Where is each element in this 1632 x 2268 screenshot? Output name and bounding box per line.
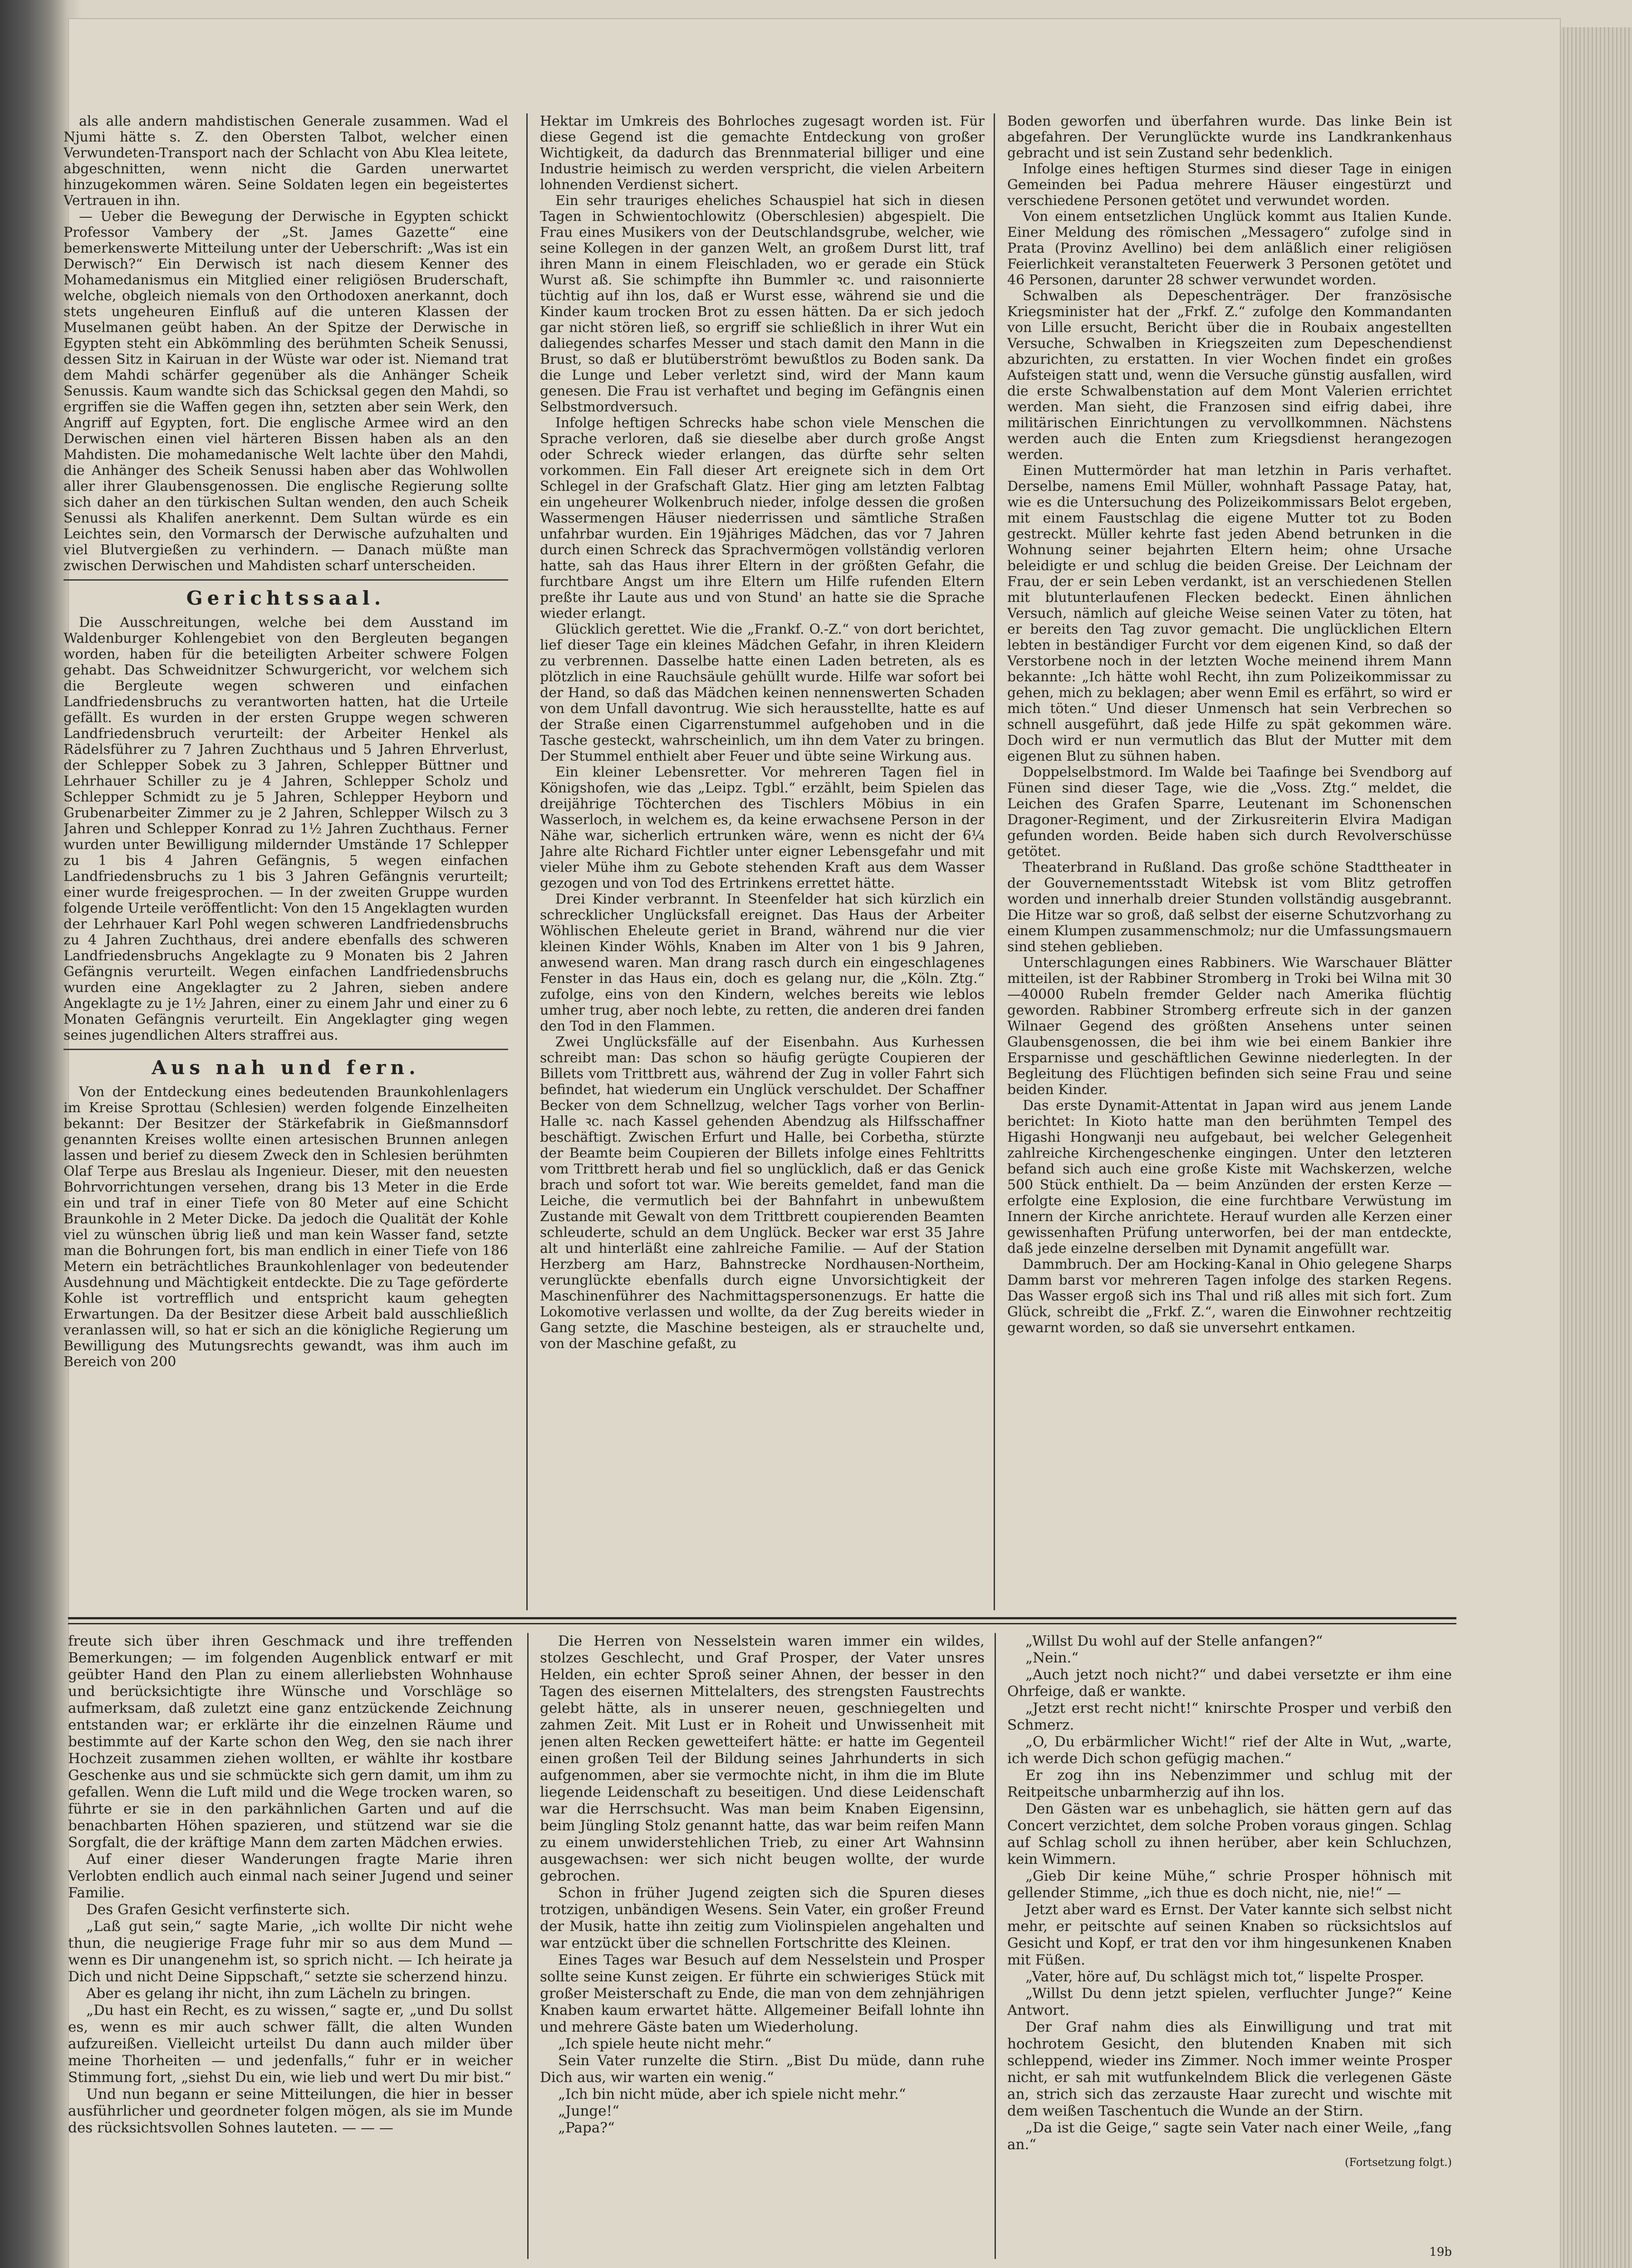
feuilleton-divider [68, 1617, 1456, 1624]
story-paragraph: „Laß gut sein,“ sagte Marie, „ich wollte Dir nicht wehe thun, die neugierige Frage fuhr mir so aus dem Mund — wenn es Dir unangenehm ist, so sprich nicht. — Ich heirate ja Dich und nicht Deine Sippschaft,“ setzte sie scherzend hinzu. [68, 1918, 513, 1985]
story-paragraph: „Vater, höre auf, Du schlägst mich tot,“ lispelte Prosper. [1025, 1969, 1424, 1985]
section-heading: Gerichtssaal. [186, 587, 386, 609]
news-paragraph: Von der Entdeckung eines bedeutenden Braunkohlenlagers im Kreise Sprottau (Schlesien) werden folgende Einzelheiten bekannt: Der Besitzer der Stärkefabrik in Gießmannsdorf genannten Kreises wollte einen artesischen Brunnen anlegen lassen und berief zu diesem Zweck den in Schlesien berühmten Olaf Terpe aus Breslau als Ingenieur. Dieser, mit den neuesten Bohrvorrichtungen versehen, drang bis 13 Meter in die Erde ein und traf in einer Tiefe von 80 Meter auf eine Schicht Braunkohle in 2 Meter Dicke. Da jedoch die Qualität der Kohle viel zu wünschen übrig ließ und man kein Wasser fand, setzte man die Bohrungen fort, bis man endlich in einer Tiefe von 186 Metern ein beträchtliches Braunkohlenlager von bedeutender Ausdehnung und Mächtigkeit entdeckte. Die zu Tage geförderte Kohle ist vortrefflich und entspricht kaum gehegten Erwartungen. Da der Besitzer diese Arbeit bald ausschließlich veranlassen will, so hat er sich an die königliche Regierung um Bewilligung des Mutungsrechts gewandt, was ihm auch im Bereich von 200 [64, 1084, 508, 1370]
news-paragraph: Infolge heftigen Schrecks habe schon viele Menschen die Sprache verloren, daß sie dieselbe aber durch große Angst oder Schreck wieder erlangen, das dürfte sehr selten vorkommen. Ein Fall dieser Art ereignete sich in dem Ort Schlegel in der Grafschaft Glatz. Hier ging am letzten Falbtag ein ungeheurer Wolkenbruch nieder, infolge dessen die großen Wassermengen Häuser niederrissen und sämtliche Straßen unfahrbar wurden. Ein 19jähriges Mädchen, das vor 7 Jahren durch einen Schreck das Sprachvermögen vollständig verloren hatte, sah das Haus ihrer Eltern in der größten Gefahr, die furchtbare Angst um ihre Eltern um Hilfe rufenden Eltern preßte ihr Laute aus und von Stund' an hatte sie die Sprache wieder erlangt. [540, 415, 985, 621]
news-paragraph: Ein kleiner Lebensretter. Vor mehreren Tagen fiel in Königshofen, wie das „Leipz. Tgbl.“ erzählt, beim Spielen das dreijährige Töchterchen des Tischlers Möbius in ein Wasserloch, in welchem es, da keine erwachsene Person in der Nähe war, sicherlich ertrunken wäre, wenn es nicht der 6¼ Jahre alte Richard Fichtler unter eigner Lebensgefahr und mit vieler Mühe ihm zu Gebote stehenden Kraft aus dem Wasser gezogen und von Tod des Ertrinkens errettet hätte. [540, 764, 985, 891]
news-paragraph: Die Ausschreitungen, welche bei dem Ausstand im Waldenburger Kohlengebiet von den Bergleuten begangen worden, haben für die beteiligten Arbeiter schwere Folgen gehabt. Das Schweidnitzer Schwurgericht, vor welchem sich die Bergleute wegen schweren und einfachen Landfriedensbruchs zu verantworten hatten, hat die Urteile gefällt. Es wurden in der ersten Gruppe wegen schweren Landfriedensbruch verurteilt: der Arbeiter Henkel als Rädelsführer zu 7 Jahren Zuchthaus und 5 Jahren Ehrverlust, der Schlepper Sobek zu 3 Jahren, Schlepper Büttner und Lehrhauer Schiller zu je 4 Jahren, Schlepper Scholz und Schlepper Schmidt zu je 5 Jahren, Schlepper Heyborn und Grubenarbeiter Zimmer zu je 2 Jahren, Schlepper Wilsch zu 3 Jahren und Schlepper Konrad zu 1½ Jahren Zuchthaus. Ferner wurden unter Bewilligung mildernder Umstände 17 Schlepper zu 1 bis 4 Jahren Gefängnis, 5 wegen einfachen Landfriedensbruchs zu 1 bis 3 Jahren Gefängnis verurteilt; einer wurde freigesprochen. — In der zweiten Gruppe wurden folgende Urteile veröffentlicht: Von den 15 Angeklagten wurden der Lehrhauer Karl Pohl wegen schweren Landfriedensbruchs zu 4 Jahren Zuchthaus, drei andere ebenfalls des schweren Landfriedensbruchs Angeklagte zu 9 Monaten bis 2 Jahren Gefängnis verurteilt. Wegen einfachen Landfriedensbruchs wurden eine Angeklagter zu 2 Jahren, sieben andere Angeklagte zu je 1½ Jahren, einer zu einem Jahr und einer zu 6 Monaten Gefängnis verurteilt. Ein Angeklagter ging wegen seines jugendlichen Alters straffrei aus. [64, 615, 508, 1043]
story-paragraph: Auf einer dieser Wanderungen fragte Marie ihren Verlobten endlich auch einmal nach seiner Jugend und seiner Familie. [68, 1851, 513, 1901]
section-rule [64, 1049, 508, 1050]
story-paragraph: Eines Tages war Besuch auf dem Nesselstein und Prosper sollte seine Kunst zeigen. Er führte ein schwieriges Stück mit großer Meisterschaft zu Ende, die man von dem zehnjährigen Knaben kaum erwartet hätte. Allgemeiner Beifall lohnte ihn und mehrere Gäste baten um Wiederholung. [540, 1952, 985, 2035]
story-column-3 [1007, 1633, 1452, 2259]
news-paragraph: Boden geworfen und überfahren wurde. Das linke Bein ist abgefahren. Der Verunglückte wurde ins Landkrankenhaus gebracht und ist sein Zustand sehr bedenklich. [1007, 113, 1452, 161]
story-paragraph: Jetzt aber ward es Ernst. Der Vater kannte sich selbst nicht mehr, er peitschte auf seinen Knaben so rücksichtslos auf Gesicht und Kopf, er trat den vor ihm hingesunkenen Knaben mit Füßen. [1007, 1901, 1452, 1968]
story-paragraph: Sein Vater runzelte die Stirn. „Bist Du müde, dann ruhe Dich aus, wir warten ein wenig.“ [540, 2053, 985, 2086]
news-paragraph: Theaterbrand in Rußland. Das große schöne Stadttheater in der Gouvernementsstadt Witebsk ist vom Blitz getroffen worden und innerhalb dreier Stunden vollständig ausgebrannt. Die Hitze war so groß, daß selbst der eiserne Schutzvorhang zu einem Klumpen zusammenschmolz; nur die Umfassungsmauern sind stehen geblieben. [1007, 860, 1452, 955]
story-paragraph: Aber es gelang ihr nicht, ihn zum Lächeln zu bringen. [86, 1985, 471, 2002]
story-paragraph: Den Gästen war es unbehaglich, sie hätten gern auf das Concert verzichtet, dem solche Proben voraus gingen. Schlag auf Schlag scholl zu ihnen herüber, aber kein Schluchzen, kein Wimmern. [1007, 1801, 1452, 1867]
story-paragraph: „Auch jetzt noch nicht?“ und dabei versetzte er ihm eine Ohrfeige, daß er wankte. [1007, 1667, 1452, 1700]
news-column-3 [1007, 113, 1452, 1610]
story-column-1 [68, 1633, 513, 2259]
news-paragraph: Glücklich gerettet. Wie die „Frankf. O.-Z.“ von dort berichtet, lief dieser Tage ein kleines Mädchen Gefahr, in ihren Kleidern zu verbrennen. Dasselbe hatte einen Laden betreten, als es plötzlich in eine Rauchsäule gehüllt wurde. Hilfe war sofort bei der Hand, so daß das Mädchen keinen nennenswerten Schaden von dem Unfall davontrug. Wie sich herausstellte, hatte es auf der Straße einen Cigarrenstummel aufgehoben und in die Tasche gesteckt, wahrscheinlich, um ihn dem Vater zu bringen. Der Stummel enthielt aber Feuer und übte seine Wirkung aus. [540, 621, 985, 764]
story-paragraph: „O, Du erbärmlicher Wicht!“ rief der Alte in Wut, „warte, ich werde Dich schon gefügig machen.“ [1007, 1734, 1452, 1767]
column-rule [995, 1633, 996, 2259]
story-paragraph: Und nun begann er seine Mitteilungen, die hier in besser ausführlicher und geordneter folgen mögen, als sie im Munde des rücksichtsvollen Sohnes lauteten. — — — [68, 2086, 513, 2136]
story-paragraph: Die Herren von Nesselstein waren immer ein wildes, stolzes Geschlecht, und Graf Prosper, der Vater unsres Helden, ein echter Sproß seiner Ahnen, der besser in den Tagen des eisernen Mittelalters, des strengsten Faustrechts gelebt hätte, als in unserer neuen, geschniegelten und zahmen Zeit. Mit Lust er in Roheit und Unwissenheit mit jenen alten Recken gewetteifert hätte: er hatte im Gegenteil einen großen Teil der Bildung seines Jahrhunderts in sich aufgenommen, aber sie vermochte nicht, in ihm die im Blute liegende Leidenschaft zu beseitigen. Und diese Leidenschaft war die Herrschsucht. Was man beim Knaben Eigensinn, beim Jüngling Stolz genannt hatte, das war beim reifen Mann zu einem unwiderstehlichen Trieb, zu einer Art Wahnsinn ausgewachsen: wer sich nicht beugen wollte, der wurde gebrochen. [540, 1633, 985, 1884]
news-paragraph: Von einem entsetzlichen Unglück kommt aus Italien Kunde. Einer Meldung des römischen „Messagero“ zufolge sind in Prata (Provinz Avellino) bei dem anläßlich einer religiösen Feierlichkeit veranstalteten Feuerwerk 3 Personen getötet und 46 Personen, darunter 28 schwer verwundet worden. [1007, 209, 1452, 288]
news-paragraph: Dammbruch. Der am Hocking-Kanal in Ohio gelegene Sharps Damm barst vor mehreren Tagen infolge des starken Regens. Das Wasser ergoß sich ins Thal und riß alles mit sich fort. Zum Glück, schreibt die „Frkf. Z.“, waren die Einwohner rechtzeitig gewarnt worden, so daß sie unversehrt entkamen. [1007, 1256, 1452, 1336]
story-paragraph: Der Graf nahm dies als Einwilligung und trat mit hochrotem Gesicht, den blutenden Knaben mit sich schleppend, wieder ins Zimmer. Noch immer weinte Prosper nicht, er sah mit wutfunkelndem Blick die verlegenen Gäste an, strich sich das zerzauste Haar zurecht und wischte mit dem weißen Taschentuch die Wunde an der Stirn. [1007, 2019, 1452, 2119]
news-paragraph: Einen Muttermörder hat man letzhin in Paris verhaftet. Derselbe, namens Emil Müller, wohnhaft Passage Patay, hat, wie es die Untersuchung des Polizeikommissars Belot ergeben, mit einem Faustschlag die eigene Mutter tot zu Boden gestreckt. Müller kehrte fast jeden Abend betrunken in die Wohnung seiner bejahrten Eltern heim; ohne Ursache beleidigte er und schlug die beiden Greise. Der Leichnam der Frau, der er sein Leben verdankt, ist an verschiedenen Stellen mit blutunterlaufenen Flecken bedeckt. Einen ähnlichen Versuch, nämlich auf gleiche Weise seinen Vater zu töten, hat er bereits den Tag zuvor gemacht. Die unglücklichen Eltern lebten in beständiger Furcht vor dem eigenen Kind, so daß der Verstorbene noch in der letzten Woche meinend ihrem Mann bekannte: „Ich hätte wohl Recht, ihn zum Polizeikommissar zu gehen, mich zu beklagen; aber wenn Emil es erfährt, so wird er mich töten.“ Und dieser Unmensch hat sein Verbrechen so schnell ausgeführt, daß jede Hilfe zu spät gekommen wäre. Doch wird er nun vermutlich das Blut der Mutter mit dem eigenen Blut zu sühnen haben. [1007, 463, 1452, 764]
news-paragraph: Hektar im Umkreis des Bohrloches zugesagt worden ist. Für diese Gegend ist die gemachte Entdeckung von großer Wichtigkeit, da dadurch das Brennmaterial billiger und eine Industrie heimisch zu werden verspricht, die vielen Arbeitern lohnenden Verdienst sichert. [540, 113, 985, 193]
story-paragraph: freute sich über ihren Geschmack und ihre treffenden Bemerkungen; — im folgenden Augenblick entwarf er mit geübter Hand den Plan zu einem allerliebsten Wohnhause und berücksichtigte ihre Wünsche und Vorschläge so aufmerksam, daß zuletzt eine ganz entzückende Zeichnung entstanden war; er erklärte ihr die einzelnen Räume und bestimmte auf der Karte schon den Weg, den sie nach ihrer Hochzeit zusammen ziehen wollten, er wählte ihr kostbare Geschenke aus und sie schmückte sich gern damit, um ihm zu gefallen. Wenn die Luft mild und die Wege trocken waren, so führte er sie in den parkähnlichen Garten und auf die benachbarten Höhen spazieren, und stützend war sie die Sorgfalt, die der kräftige Mann dem zarten Mädchen erwies. [68, 1633, 513, 1851]
story-paragraph: „Du hast ein Recht, es zu wissen,“ sagte er, „und Du sollst es, wenn es mir auch schwer fällt, die alten Wunden aufzureißen. Vielleicht urteilst Du dann auch milder über meine Thorheiten — und jedenfalls,“ fuhr er in weicher Stimmung fort, „siehst Du ein, wie lieb und wert Du mir bist.“ [68, 2002, 513, 2086]
book-page-edge [1561, 27, 1632, 2268]
story-paragraph: Des Grafen Gesicht verfinsterte sich. [86, 1901, 350, 1918]
section-heading: Aus nah und fern. [152, 1056, 420, 1079]
news-paragraph: Unterschlagungen eines Rabbiners. Wie Warschauer Blätter mitteilen, ist der Rabbiner Stromberg in Troki bei Wilna mit 30—40000 Rubeln fremder Gelder nach Amerika flüchtig geworden. Rabbiner Stromberg erfreute sich in der ganzen Wilnaer Gegend des größten Ansehens unter seinen Glaubensgenossen, die bei ihm wie bei einem Bankier ihre Ersparnisse und geschäftlichen Gewinne niederlegten. In der Begleitung des Flüchtigen befinden sich seine Frau und seine beiden Kinder. [1007, 955, 1452, 1098]
story-paragraph: „Junge!“ [558, 2103, 619, 2119]
news-column-2 [540, 113, 985, 1610]
section-rule [64, 579, 508, 581]
story-paragraph: „Papa?“ [558, 2120, 615, 2136]
news-section [64, 113, 1461, 1610]
story-paragraph: „Jetzt erst recht nicht!“ knirschte Prosper und verbiß den Schmerz. [1007, 1700, 1452, 1733]
story-paragraph: „Willst Du wohl auf der Stelle anfangen?“ [1025, 1633, 1323, 1649]
news-paragraph: Schwalben als Depeschenträger. Der französische Kriegsminister hat der „Frkf. Z.“ zufolge den Kommandanten von Lille ersucht, Bericht über die in Roubaix angestellten Versuche, Schwalben in Kriegszeiten zum Depeschendienst abzurichten, zu erstatten. In vier Wochen findet ein großes Aufsteigen statt und, wenn die Versuche günstig ausfallen, wird die erste Schwalbenstation auf dem Mont Valerien errichtet werden. Man sieht, die Franzosen sind eifrig dabei, ihre militärischen Einrichtungen zu vervollkommnen. Nächstens werden auch die Enten zum Kriegsdienst herangezogen werden. [1007, 288, 1452, 463]
story-paragraph: Er zog ihn ins Nebenzimmer und schlug mit der Reitpeitsche unbarmherzig auf ihn los. [1007, 1767, 1452, 1800]
news-paragraph: Doppelselbstmord. Im Walde bei Taafinge bei Svendborg auf Fünen sind dieser Tage, wie die „Voss. Ztg.“ meldet, die Leichen des Grafen Sparre, Leutenant im Schonenschen Dragoner-Regiment, und der Zirkusreiterin Elvira Madigan gefunden worden. Beide haben sich durch Revolverschüsse getötet. [1007, 764, 1452, 860]
story-paragraph: „Willst Du denn jetzt spielen, verfluchter Junge?“ Keine Antwort. [1007, 1985, 1452, 2019]
news-paragraph: Zwei Unglücksfälle auf der Eisenbahn. Aus Kurhessen schreibt man: Das schon so häufig gerügte Coupieren der Billets vom Trittbrett aus, während der Zug in voller Fahrt sich befindet, hat wiederum ein Unglück verschuldet. Der Schaffner Becker von dem Schnellzug, welcher Tags vorher von Berlin-Halle ꝛc. nach Kassel gehenden Abendzug als Hilfsschaffner beschäftigt. Zwischen Erfurt und Halle, bei Corbetha, stürzte der Beamte beim Coupieren der Billets infolge eines Fehltritts vom Trittbrett herab und fiel so unglücklich, daß er das Genick brach und sofort tot war. Wie bereits gemeldet, fand man die Leiche, die vermutlich bei der Bahnfahrt in unbewußtem Zustande mit Gewalt von dem Trittbrett coupierenden Beamten schleuderte, schuld an dem Unglück. Becker war erst 35 Jahre alt und hinterläßt eine zahlreiche Familie. — Auf der Station Herzberg am Harz, Bahnstrecke Nordhausen-Northeim, verunglückte ebenfalls durch eigne Unvorsichtigkeit der Maschinenführer des Nachmittagspersonenzugs. Er hatte die Lokomotive verlassen und wollte, da der Zug bereits wieder in Gang setzte, die Maschine besteigen, als er strauchelte und, von der Maschine gefaßt, zu [540, 1034, 985, 1352]
feuilleton-section [68, 1633, 1456, 2259]
story-paragraph: Schon in früher Jugend zeigten sich die Spuren dieses trotzigen, unbändigen Wesens. Sein Vater, ein großer Freund der Musik, hatte ihn zeitig zum Violinspielen angehalten und war entzückt über die schnellen Fortschritte des Kleinen. [540, 1885, 985, 1951]
story-paragraph: „Da ist die Geige,“ sagte sein Vater nach einer Weile, „fang an.“ [1007, 2120, 1452, 2153]
story-column-2 [540, 1633, 985, 2259]
story-paragraph: „Ich spiele heute nicht mehr.“ [558, 2036, 772, 2052]
news-paragraph: Das erste Dynamit-Attentat in Japan wird aus jenem Lande berichtet: In Kioto hatte man den berühmten Tempel des Higashi Hongwanji neu aufgebaut, bei welcher Gelegenheit zahlreiche Kirchengeschenke eingingen. Unter den letzteren befand sich auch eine große Kiste mit Wachskerzen, welche 500 Stück enthielt. Da — beim Anzünden der ersten Kerze — erfolgte eine Explosion, die eine furchtbare Verwüstung im Innern der Kirche anrichtete. Herauf wurden alle Kerzen einer gewissenhaften Prüfung unterworfen, bei der man entdeckte, daß jede einzelne derselben mit Dynamit angefüllt war. [1007, 1098, 1452, 1256]
news-column-1 [64, 113, 508, 1610]
printer-signature: 19b [1429, 2245, 1452, 2259]
column-rule [994, 113, 995, 1610]
story-paragraph: „Ich bin nicht müde, aber ich spiele nicht mehr.“ [558, 2086, 906, 2102]
news-paragraph: Ein sehr trauriges eheliches Schauspiel hat sich in diesen Tagen in Schwientochlowitz (Oberschlesien) abgespielt. Die Frau eines Musikers von der Deutschlandsgrube, welcher, wie seine Kollegen in der ganzen Welt, an großem Durst litt, traf ihren Mann in einem Fleischladen, wo er gerade ein Stück Wurst aß. Sie schimpfte ihn Bummler ꝛc. und raisonnierte tüchtig auf ihn los, daß er Wurst esse, während sie und die Kinder kaum trocken Brot zu essen hätten. Da er sich jedoch gar nicht stören ließ, so ergriff sie schließlich in ihrer Wut ein daliegendes scharfes Messer und stach damit den Mann in die Brust, so daß er blutüberströmt bewußtlos zu Boden sank. Da die Lunge und Leber verletzt sind, wird der Mann kaum genesen. Die Frau ist verhaftet und beging im Gefängnis einen Selbstmordversuch. [540, 193, 985, 415]
news-paragraph: Infolge eines heftigen Sturmes sind dieser Tage in einigen Gemeinden bei Padua mehrere Häuser eingestürzt und verschiedene Personen getötet und verwundet worden. [1007, 161, 1452, 209]
continuation-note: (Fortsetzung folgt.) [1345, 2156, 1452, 2169]
column-rule [527, 1633, 529, 2259]
news-paragraph: Drei Kinder verbrannt. In Steenfelder hat sich kürzlich ein schrecklicher Unglücksfall ereignet. Das Haus der Arbeiter Wöhlischen Eheleute geriet in Brand, während nur die vier kleinen Kinder Wöhls, Knaben im Alter von 1 bis 9 Jahren, anwesend waren. Man drang rasch durch ein eingeschlagenes Fenster in das Haus ein, doch es gelang nur, die „Köln. Ztg.“ zufolge, eins von den Kindern, welches bereits wie leblos umher trug, aber noch lebte, zu retten, die anderen drei fanden den Tod in den Flammen. [540, 891, 985, 1034]
story-paragraph: „Nein.“ [1025, 1650, 1079, 1666]
news-paragraph: — Ueber die Bewegung der Derwische in Egypten schickt Professor Vambery der „St. James Gazette“ eine bemerkenswerte Mitteilung unter der Ueberschrift: „Was ist ein Derwisch?“ Ein Derwisch ist nach diesem Kenner des Mohamedanismus ein Mitglied einer religiösen Bruderschaft, welche, obgleich niemals von den Orthodoxen anerkannt, doch stets ungeheuren Einfluß auf die unteren Klassen der Muselmanen geübt haben. An der Spitze der Derwische in Egypten steht ein Abkömmling des berühmten Scheik Senussi, dessen Sitz in Kairuan in der Wüste war oder ist. Niemand trat dem Mahdi schärfer gegenüber als die Anhänger Scheik Senussis. Kaum wandte sich das Schicksal gegen den Mahdi, so ergriffen sie die Waffen gegen ihn, setzten aber sein Werk, den Angriff auf Egypten, fort. Die englische Armee wird an den Derwischen einen viel härteren Bissen haben als an den Mahdisten. Die mohamedanische Welt lachte über den Mahdi, die Anhänger des Scheik Senussi haben aber das Wohlwollen aller ihrer Glaubensgenossen. Die englische Regierung sollte sich daher an den türkischen Sultan wenden, den auch Scheik Senussi als Khalifen anerkennt. Dem Sultan würde es ein Leichtes sein, den Vormarsch der Derwische aufzuhalten und viel Blutvergießen zu verhindern. — Danach müßte man zwischen Derwischen und Mahdisten scharf unterscheiden. [64, 209, 508, 574]
story-paragraph: „Gieb Dir keine Mühe,“ schrie Prosper höhnisch mit gellender Stimme, „ich thue es doch nicht, nie, nie!“ — [1007, 1868, 1452, 1901]
news-paragraph: als alle andern mahdistischen Generale zusammen. Wad el Njumi hätte s. Z. den Obersten Talbot, welcher einen Verwundeten-Transport nach der Schlacht von Abu Klea leitete, abgeschnitten, wenn nicht die Garden unerwartet hinzugekommen wären. Seine Soldaten legen ein begeistertes Vertrauen in ihn. [64, 113, 508, 209]
column-rule [526, 113, 528, 1610]
